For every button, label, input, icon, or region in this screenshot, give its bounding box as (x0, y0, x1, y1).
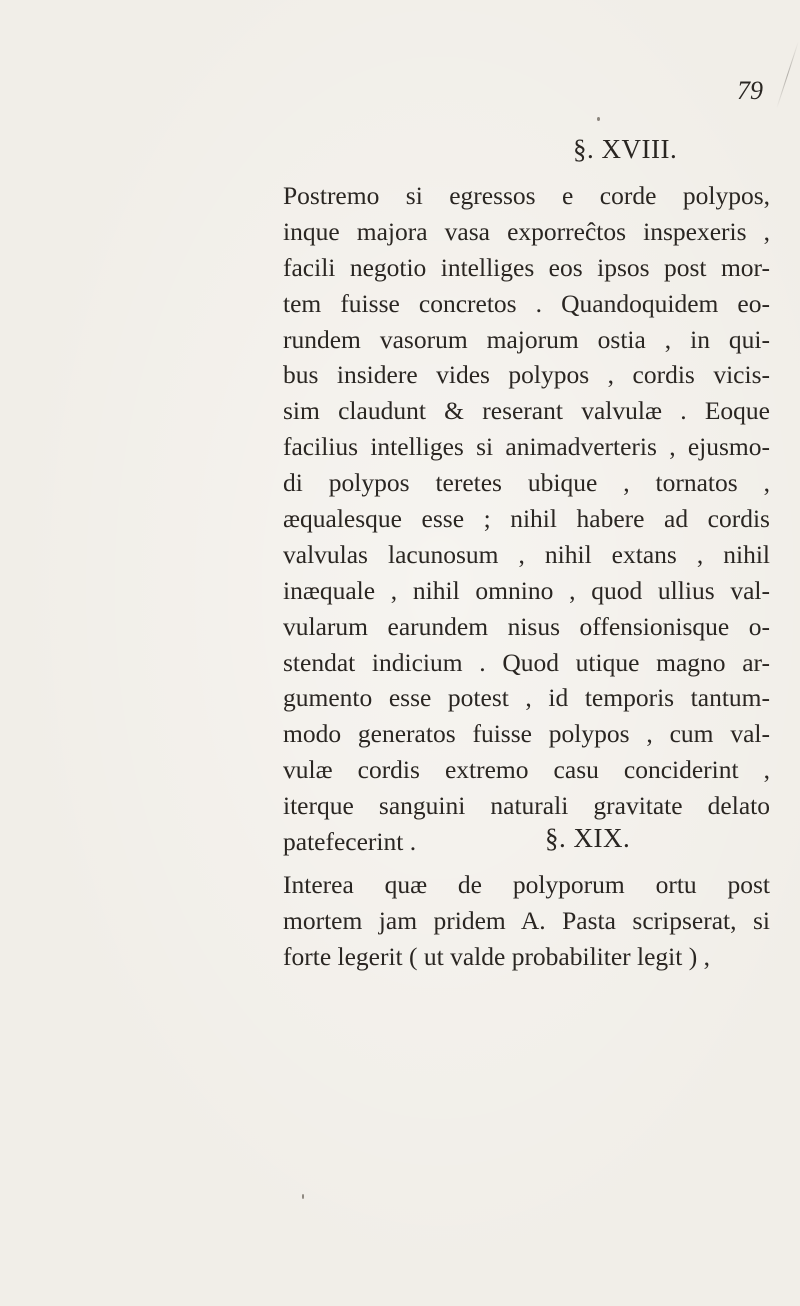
text-line: sim claudunt & reserant valvulæ . Eoque (283, 396, 770, 426)
ink-speck (302, 1194, 304, 1199)
text-line: tem fuisse concretos . Quandoquidem eo- (283, 288, 770, 318)
text-line: facilius intelliges si animadverteris , ejusmo- (283, 432, 770, 462)
text-line: di polypos teretes ubique , tornatos , (283, 468, 770, 498)
text-line: modo generatos fuisse polypos , cum val- (283, 719, 770, 749)
section-xix-paragraph (283, 867, 770, 975)
text-line: mortem jam pridem A. Pasta scripserat, si (283, 905, 770, 935)
text-line: æqualesque esse ; nihil habere ad cordis (283, 504, 770, 534)
text-line: rundem vasorum majorum ostia , in qui- (283, 324, 770, 354)
text-line: forte legerit ( ut valde probabiliter legit ) , (283, 941, 710, 971)
text-line: vularum earundem nisus offensionisque o- (283, 611, 770, 641)
text-line: stendat indicium . Quod utique magno ar- (283, 647, 770, 677)
text-line: inque majora vasa exporreĉtos inspexeris , (283, 216, 770, 246)
text-line: bus insidere vides polypos , cordis vicis- (283, 360, 770, 390)
text-line: iterque sanguini naturali gravitate delato (283, 791, 770, 821)
text-line: vulæ cordis extremo casu conciderint , (283, 755, 770, 785)
section-heading-xviii: §. XVIII. (573, 134, 678, 164)
section-xviii-paragraph (283, 178, 770, 860)
text-line: Interea quæ de polyporum ortu post (283, 870, 770, 899)
text-line: inæquale , nihil omnino , quod ullius val- (283, 575, 770, 605)
text-line: gumento esse potest , id temporis tantum- (283, 683, 770, 713)
text-line: facili negotio intelliges eos ipsos post mor- (283, 252, 770, 282)
page-edge-mark (776, 42, 799, 109)
ink-speck (597, 117, 600, 121)
text-line: patefecerint . (283, 827, 417, 857)
text-line: Postremo si egressos e corde polypos, (283, 181, 770, 210)
section-heading-xix: §. XIX. (545, 823, 631, 853)
text-line: valvulas lacunosum , nihil extans , nihil (283, 539, 770, 569)
page-number: 79 (737, 76, 763, 105)
